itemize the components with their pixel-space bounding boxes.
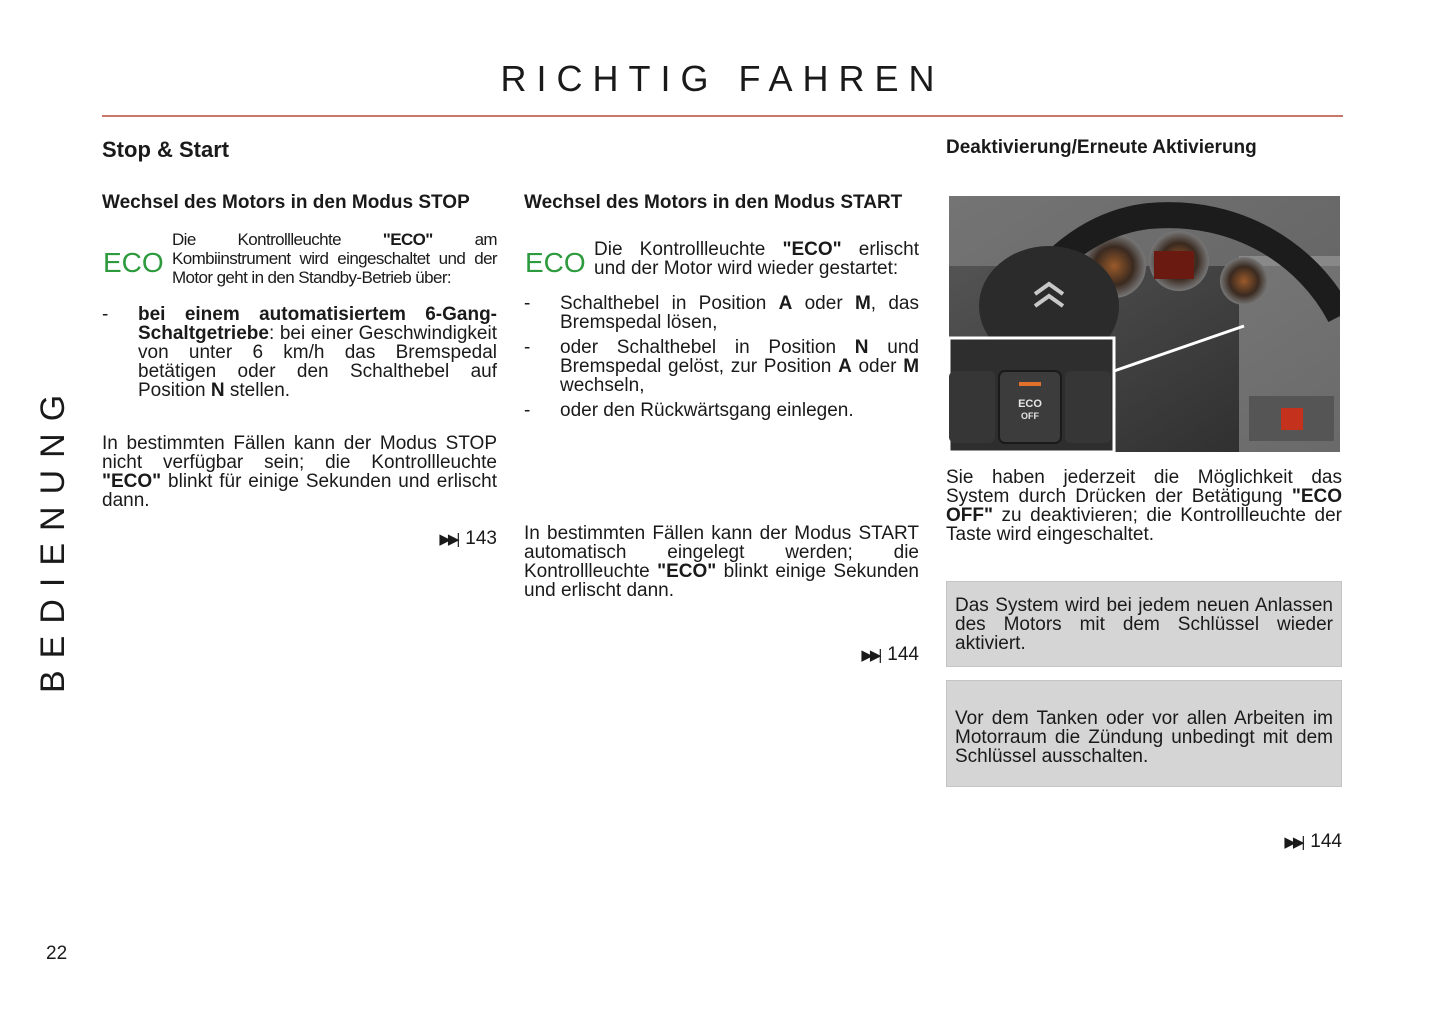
eco-text-b: "ECO": [382, 230, 433, 249]
header-divider: [102, 115, 1343, 117]
column-stop: [102, 193, 497, 550]
start-conditions-list: [524, 294, 919, 420]
page-reference[interactable]: [1284, 831, 1342, 853]
para-b: "ECO": [657, 561, 717, 582]
stop-conditions-list: [102, 305, 497, 400]
eco-indicator-row: [102, 230, 497, 287]
b1-b: A: [778, 293, 793, 314]
page-reference[interactable]: [102, 528, 497, 550]
dashboard-photo: [949, 196, 1340, 452]
start-note-paragraph: [524, 524, 919, 600]
eco-text-a: Die Kontrollleuchte: [594, 239, 783, 260]
heading-deactivation: Deaktivierung/Erneute Aktivierung: [946, 137, 1257, 158]
para-c: zu deaktivieren; die Kontrollleuchte der Taste wird eingeschaltet.: [946, 505, 1342, 545]
column-start: [524, 193, 919, 666]
eco-text-b: "ECO": [782, 239, 842, 260]
list-item: - Schalthebel in Position A oder M, das Bremspedal lösen,: [524, 293, 919, 333]
para-a: In bestimmten Fällen kann der Modus STOP nicht verfügbar sein; die Kontrollleuchte: [102, 433, 497, 473]
para-c: blinkt einige Sekunden und erlischt dann.: [524, 561, 919, 601]
para-b: "ECO": [102, 471, 162, 492]
para-a: In bestimmten Fällen kann der Modus START automatisch eingelegt werden; die Kontrollleuchte: [524, 523, 919, 582]
safety-note: Vor dem Tanken oder vor allen Arbeiten im Motorraum die Zündung unbedingt mit dem Schlüssel ausschalten.: [946, 680, 1342, 787]
list-item: - bei einem automatisiertem 6-Gang-Schaltgetriebe: bei einer Geschwindigkeit von unter 6 km/h das Bremspedal betätigen oder den Schalthebel auf Position N stellen.: [102, 304, 497, 401]
b2-f: M: [903, 356, 920, 377]
para-b: "ECO OFF": [946, 486, 1342, 526]
eco-icon-text: ECO: [525, 247, 586, 277]
side-chapter-label: BEDIENUNG: [34, 382, 72, 693]
b2-g: wechseln,: [560, 375, 645, 396]
b2-e: oder: [851, 356, 904, 377]
eco-text-a: Die Kontrollleuchte: [172, 230, 383, 249]
eco-text-c: erlischt und der Motor wird wieder gestartet:: [594, 239, 919, 279]
reactivation-note: Das System wird bei jedem neuen Anlassen des Motors mit dem Schlüssel wieder aktiviert.: [946, 581, 1342, 667]
eco-text-c: am Kombiinstrument wird eingeschaltet und der Motor geht in den Standby-Betrieb über:: [172, 230, 497, 287]
bullet-text-end: stellen.: [224, 380, 291, 401]
b3-text: oder den Rückwärtsgang einlegen.: [560, 400, 854, 421]
b2-b: N: [854, 337, 869, 358]
list-item: - oder Schalthebel in Position N und Bremspedal gelöst, zur Position A oder M wechseln,: [524, 337, 920, 396]
para-c: blinkt für einige Sekunden und erlischt dann.: [102, 471, 497, 511]
eco-indicator-row: [524, 230, 919, 282]
next-track-icon: ▶▶|: [861, 647, 880, 664]
b2-c: und Bremspedal gelöst, zur Position: [560, 337, 920, 377]
column-deactivation: [946, 137, 1342, 857]
b1-e: , das Bremspedal lösen,: [560, 293, 919, 333]
reference-page: 143: [465, 528, 497, 549]
eco-off-button-label-1: ECO: [1018, 398, 1042, 410]
stop-note-paragraph: [102, 434, 497, 510]
reference-page: 144: [1310, 831, 1342, 852]
b1-c: oder: [792, 293, 855, 314]
eco-description: [594, 240, 919, 278]
eco-indicator-icon: [102, 242, 172, 282]
para-a: Sie haben jederzeit die Möglichkeit das System durch Drücken der Betätigung: [946, 467, 1342, 507]
b2-a: oder Schalthebel in Position: [560, 337, 855, 358]
bullet-text: : bei einer Geschwindigkeit von unter 6 km/h das Bremspedal betätigen oder den Schalthebel auf Position: [138, 323, 497, 401]
heading-start-mode: Wechsel des Motors in den Modus START: [524, 192, 903, 213]
list-item: - oder den Rückwärtsgang einlegen.: [524, 400, 854, 421]
eco-description: [172, 230, 497, 287]
deactivation-paragraph: [946, 468, 1342, 544]
bullet-position-n: N: [210, 380, 225, 401]
section-title: Stop & Start: [102, 137, 230, 162]
b1-d: M: [854, 293, 871, 314]
next-track-icon: ▶▶|: [439, 531, 458, 548]
eco-off-button-label-2: OFF: [1021, 411, 1039, 421]
eco-indicator-icon: [524, 242, 594, 282]
page-number: 22: [46, 943, 68, 964]
page-title: RICHTIG FAHREN: [500, 58, 945, 99]
page-reference[interactable]: [524, 644, 919, 666]
reference-page: 144: [887, 644, 919, 665]
bullet-bold: bei einem automatisiertem 6-Gang-Schaltgetriebe: [138, 304, 497, 344]
b2-d: A: [838, 356, 852, 377]
b1-a: Schalthebel in Position: [560, 293, 779, 314]
eco-icon-text: ECO: [103, 247, 164, 277]
heading-stop-mode: Wechsel des Motors in den Modus STOP: [102, 192, 470, 213]
next-track-icon: ▶▶|: [1284, 834, 1303, 851]
